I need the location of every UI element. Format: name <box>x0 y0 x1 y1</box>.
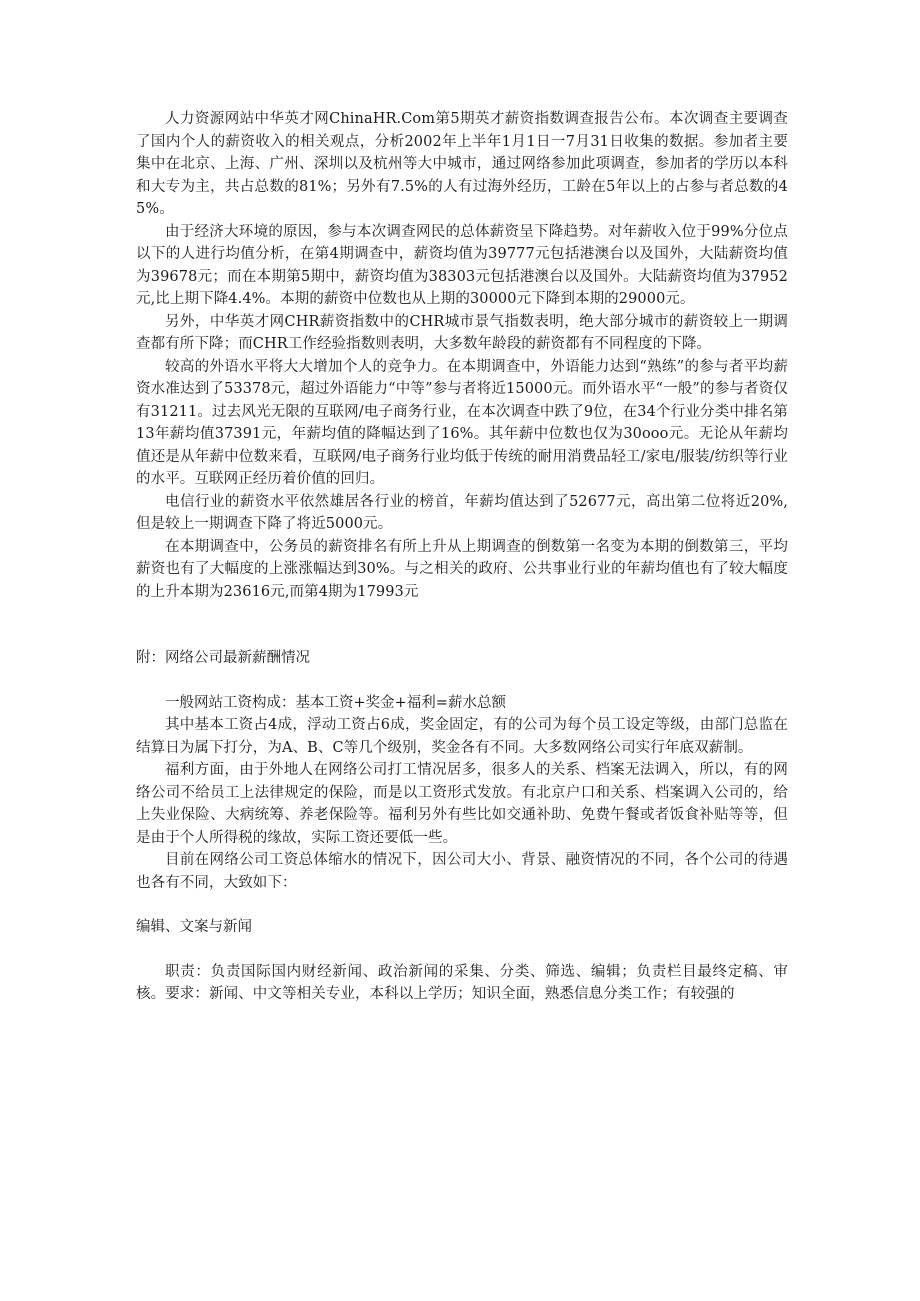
section-spacer <box>136 894 788 916</box>
section-spacer <box>136 603 788 647</box>
report-paragraph-3: 另外，中华英才网CHR薪资指数中的CHR城市景气指数表明，绝大部分城市的薪资较上一期调查都有所下降；而CHR工作经验指数则表明，大多数年龄段的薪资都有不同程度的下降。 <box>136 313 788 352</box>
section-spacer <box>136 670 788 692</box>
report-paragraph-5: 电信行业的薪资水平依然雄居各行业的榜首，年薪均值达到了52677元，高出第二位将近20%,但是较上一期调查下降了将近5000元。 <box>136 493 788 532</box>
section-title: 编辑、文案与新闻 <box>136 919 252 935</box>
report-paragraph-1: 人力资源网站中华英才网ChinaHR.Com第5期英才薪资指数调查报告公布。本次调查主要调查了国内个人的薪资收入的相关观点，分析2002年上半年1月1日一7月31日收集的数据。参加者主要集中在北京、上海、广州、深圳以及杭州等大中城市，通过网络参加此项调查，参加者的学历以本科和大专为主，共占总数的81%；另外有7.5%的人有过海外经历，工龄在5年以上的占参与者总数的45%。 <box>136 111 788 217</box>
section-duty-paragraph: 职责：负责国际国内财经新闻、政治新闻的采集、分类、筛选、编辑；负责栏目最终定稿、审核。要求：新闻、中文等相关专业，本科以上学历；知识全面，熟悉信息分类工作；有较强的 <box>136 963 788 1002</box>
report-paragraph-4: 较高的外语水平将大大增加个人的竞争力。在本期调查中，外语能力达到“熟练”的参与者平均薪资水准达到了53378元，超过外语能力“中等”参与者将近15000元。而外语水平“一般”的参与者资仅有31211。过去风光无限的互联网/电子商务行业，在本次调查中跌了9位，在34个行业分类中排名第13年薪均值37391元，年薪均值的降幅达到了16%。其年薪中位数也仅为30ooo元。无论从年薪均值还是从年薪中位数来看，互联网/电子商务行业均低于传统的耐用消费品轻工/家电/服装/纺织等行业的水平。互联网正经历着价值的回归。 <box>136 358 788 487</box>
appendix-title: 附：网络公司最新薪酬情况 <box>136 650 310 666</box>
document-page <box>136 108 788 1006</box>
report-paragraph-6: 在本期调查中，公务员的薪资排名有所上升从上期调查的倒数第一名变为本期的倒数第三，平均薪资也有了大幅度的上涨涨幅达到30%。与之相关的政府、公共事业行业的年薪均值也有了较大幅度的上升本期为23616元,而第4期为17993元 <box>136 538 788 600</box>
appendix-paragraph-1: 其中基本工资占4成，浮动工资占6成，奖金固定，有的公司为每个员工设定等级，由部门总监在结算日为属下打分，为A、B、C等几个级别，奖金各有不同。大多数网络公司实行年底双薪制。 <box>136 717 788 756</box>
appendix-formula: 一般网站工资构成：基本工资+奖金+福利=薪水总额 <box>165 694 506 711</box>
appendix-paragraph-2: 福利方面，由于外地人在网络公司打工情况居多，很多人的关系、档案无法调入，所以，有的网络公司不给员工上法律规定的保险，而是以工资形式发放。有北京户口和关系、档案调入公司的，给上失业保险、大病统筹、养老保险等。福利另外有些比如交通补助、免费午餐或者饭食补贴等等，但是由于个人所得税的缘故，实际工资还要低一些。 <box>136 762 788 846</box>
section-spacer <box>136 939 788 961</box>
appendix-paragraph-3: 目前在网络公司工资总体缩水的情况下，因公司大小、背景、融资情况的不同，各个公司的待遇也各有不同，大致如下： <box>136 852 788 891</box>
report-paragraph-2: 由于经济大环境的原因，参与本次调查网民的总体薪资呈下降趋势。对年薪收入位于99%分位点以下的人进行均值分析，在第4期调查中，薪资均值为39777元包括港澳台以及国外，大陆薪资均值为39678元；而在本期第5期中，薪资均值为38303元包括港澳台以及国外。大陆薪资均值为37952元,比上期下降4.4%。本期的薪资中位数也从上期的30000元下降到本期的29000元。 <box>136 223 788 307</box>
